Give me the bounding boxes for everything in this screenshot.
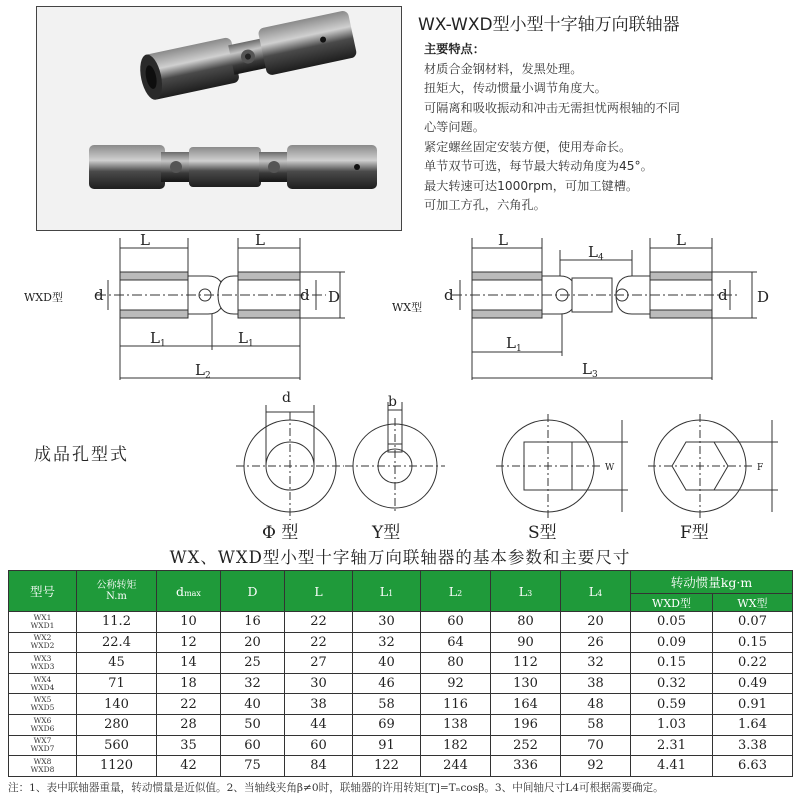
cell-d: 22 (157, 694, 221, 715)
cell-d: 40 (221, 694, 285, 715)
wxd-dim-L-left: L (140, 231, 150, 249)
wx-dim-d-right: d (718, 286, 728, 304)
cell-torque: 140 (77, 694, 157, 715)
cell-l3: 90 (491, 632, 561, 653)
product-title: WX-WXD型小型十字轴万向联轴器 (418, 15, 680, 35)
wxd-dim-L-right: L (255, 231, 265, 249)
table-row (9, 714, 793, 735)
cell-wx: 3.38 (713, 735, 793, 756)
wx-dim-L-right: L (676, 231, 686, 249)
hole-label-y: Y型 (372, 523, 401, 543)
cell-model: WX5 WXD5 (9, 694, 77, 715)
cell-l3: 196 (491, 714, 561, 735)
cell-model: WX2 WXD2 (9, 632, 77, 653)
cell-l1: 46 (353, 673, 421, 694)
cell-l: 30 (285, 673, 353, 694)
cell-d: 12 (157, 632, 221, 653)
hole-label-s: S型 (528, 523, 557, 543)
header-inertia: 转动惯量kg·m (631, 571, 793, 594)
cell-wx: 0.07 (713, 612, 793, 633)
cell-d: 16 (221, 612, 285, 633)
table-row (9, 756, 793, 777)
cell-torque: 22.4 (77, 632, 157, 653)
cell-wxd: 0.09 (631, 632, 713, 653)
cell-wxd: 0.05 (631, 612, 713, 633)
cell-l: 84 (285, 756, 353, 777)
wx-dim-L-left: L (498, 231, 508, 249)
cell-d: 32 (221, 673, 285, 694)
spec-table (8, 570, 793, 777)
hole-label-phi: Φ 型 (262, 523, 299, 543)
feature-line: 材质合金钢材料，发黑处理。 (424, 61, 583, 76)
cell-l1: 91 (353, 735, 421, 756)
cell-l1: 40 (353, 653, 421, 674)
cell-l4: 32 (561, 653, 631, 674)
wx-dim-L4: $L_4$ (588, 243, 604, 263)
feature-heading: 主要特点： (424, 42, 485, 56)
feature-line: 心等问题。 (424, 120, 485, 134)
hole-section-title: 成品孔型式 (34, 445, 129, 465)
hole-dim-F: F (757, 463, 764, 473)
cell-model: WX6 WXD6 (9, 714, 77, 735)
hole-label-f: F型 (680, 523, 709, 543)
header-torque: 公称转矩 N.m (77, 571, 157, 612)
cell-d: 10 (157, 612, 221, 633)
cell-wxd: 0.15 (631, 653, 713, 674)
cell-l2: 244 (421, 756, 491, 777)
footnote: 注：1、表中联轴器重量，转动惯量是近似值。2、当轴线夹角β≠0时，联轴器的许用转矩[T]=Tₙcosβ。3、中间轴尺寸L4可根据需要确定。 (8, 782, 664, 794)
header-L2: L2 (421, 571, 491, 612)
hole-dim-b: b (388, 394, 397, 410)
wx-dim-D: D (757, 288, 770, 306)
coupling-photo-illustration (37, 7, 403, 232)
hole-dim-d: d (282, 390, 291, 406)
cell-wx: 0.91 (713, 694, 793, 715)
cell-wxd: 2.31 (631, 735, 713, 756)
table-row (9, 735, 793, 756)
wxd-dim-L1-right: $L_1$ (238, 329, 254, 349)
cell-d: 50 (221, 714, 285, 735)
feature-line: 可隔离和吸收振动和冲击无需担忧两根轴的不同 (424, 100, 680, 115)
cell-model: WX4 WXD4 (9, 673, 77, 694)
cell-l4: 92 (561, 756, 631, 777)
product-photo (36, 6, 402, 231)
cell-l4: 20 (561, 612, 631, 633)
table-row (9, 694, 793, 715)
cell-l3: 164 (491, 694, 561, 715)
cell-l1: 30 (353, 612, 421, 633)
cell-d: 60 (221, 735, 285, 756)
cell-wx: 0.22 (713, 653, 793, 674)
cell-l2: 60 (421, 612, 491, 633)
cell-model: WX1 WXD1 (9, 612, 77, 633)
spec-table-body (9, 612, 793, 777)
table-row (9, 673, 793, 694)
header-dmax: dmax (157, 571, 221, 612)
cell-l1: 122 (353, 756, 421, 777)
cell-l4: 48 (561, 694, 631, 715)
cell-model: WX7 WXD7 (9, 735, 77, 756)
header-D: D (221, 571, 285, 612)
cell-wxd: 0.32 (631, 673, 713, 694)
cell-l4: 58 (561, 714, 631, 735)
cell-l: 60 (285, 735, 353, 756)
header-L: L (285, 571, 353, 612)
feature-line: 紧定螺丝固定安装方便，使用寿命长。 (424, 139, 632, 154)
wx-dim-d: d (444, 286, 454, 304)
cell-l2: 116 (421, 694, 491, 715)
header-inertia-wx: WX型 (713, 594, 793, 612)
cell-l: 38 (285, 694, 353, 715)
cell-torque: 71 (77, 673, 157, 694)
cell-l: 44 (285, 714, 353, 735)
cell-l3: 80 (491, 612, 561, 633)
cell-l2: 64 (421, 632, 491, 653)
wx-dim-L3: $L_3$ (582, 360, 598, 380)
wxd-type-label: WXD型 (24, 291, 63, 304)
cell-l2: 80 (421, 653, 491, 674)
cell-d: 18 (157, 673, 221, 694)
wxd-dim-d-right: d (300, 286, 310, 304)
technical-drawings (0, 230, 800, 540)
cell-wxd: 1.03 (631, 714, 713, 735)
cell-torque: 11.2 (77, 612, 157, 633)
cell-l4: 38 (561, 673, 631, 694)
hole-type-drawings (236, 402, 778, 520)
cell-l3: 252 (491, 735, 561, 756)
cell-d: 42 (157, 756, 221, 777)
wxd-dim-D: D (328, 288, 341, 306)
cell-l1: 58 (353, 694, 421, 715)
cell-torque: 560 (77, 735, 157, 756)
wx-dim-L1: $L_1$ (506, 334, 522, 354)
cell-d: 25 (221, 653, 285, 674)
cell-l3: 112 (491, 653, 561, 674)
cell-l: 27 (285, 653, 353, 674)
table-row (9, 653, 793, 674)
cell-wxd: 4.41 (631, 756, 713, 777)
cell-wx: 0.49 (713, 673, 793, 694)
header-model: 型号 (9, 571, 77, 612)
cell-l1: 69 (353, 714, 421, 735)
feature-line: 可加工方孔，六角孔。 (424, 198, 546, 212)
cell-model: WX3 WXD3 (9, 653, 77, 674)
wxd-drawing (96, 238, 345, 380)
wxd-dim-L2: $L_2$ (195, 361, 211, 381)
cell-wxd: 0.59 (631, 694, 713, 715)
cell-l2: 92 (421, 673, 491, 694)
wxd-dim-d: d (94, 286, 104, 304)
header-L1: L1 (353, 571, 421, 612)
cell-model: WX8 WXD8 (9, 756, 77, 777)
cell-wx: 6.63 (713, 756, 793, 777)
cell-l2: 138 (421, 714, 491, 735)
header-L3: L3 (491, 571, 561, 612)
hole-dim-W: W (605, 463, 615, 473)
table-title: WX、WXD型小型十字轴万向联轴器的基本参数和主要尺寸 (169, 548, 631, 567)
cell-d: 20 (221, 632, 285, 653)
cell-wx: 0.15 (713, 632, 793, 653)
feature-line: 单节双节可选，每节最大转动角度为45°。 (424, 159, 653, 173)
cell-l1: 32 (353, 632, 421, 653)
cell-torque: 1120 (77, 756, 157, 777)
header-inertia-wxd: WXD型 (631, 594, 713, 612)
feature-list (424, 40, 796, 216)
cell-l3: 130 (491, 673, 561, 694)
wx-type-label: WX型 (392, 301, 423, 314)
cell-l: 22 (285, 632, 353, 653)
cell-l4: 70 (561, 735, 631, 756)
cell-d: 14 (157, 653, 221, 674)
feature-line: 扭矩大，传动惯量小调节角度大。 (424, 81, 607, 95)
cell-d: 75 (221, 756, 285, 777)
table-row (9, 632, 793, 653)
cell-torque: 45 (77, 653, 157, 674)
wx-drawing (452, 238, 757, 380)
cell-torque: 280 (77, 714, 157, 735)
cell-l: 22 (285, 612, 353, 633)
cell-wx: 1.64 (713, 714, 793, 735)
cell-l3: 336 (491, 756, 561, 777)
cell-l2: 182 (421, 735, 491, 756)
wxd-dim-L1-left: $L_1$ (150, 329, 166, 349)
header-L4: L4 (561, 571, 631, 612)
table-row (9, 612, 793, 633)
feature-line: 最大转速可达1000rpm，可加工键槽。 (424, 178, 639, 193)
cell-d: 28 (157, 714, 221, 735)
cell-d: 35 (157, 735, 221, 756)
cell-l4: 26 (561, 632, 631, 653)
